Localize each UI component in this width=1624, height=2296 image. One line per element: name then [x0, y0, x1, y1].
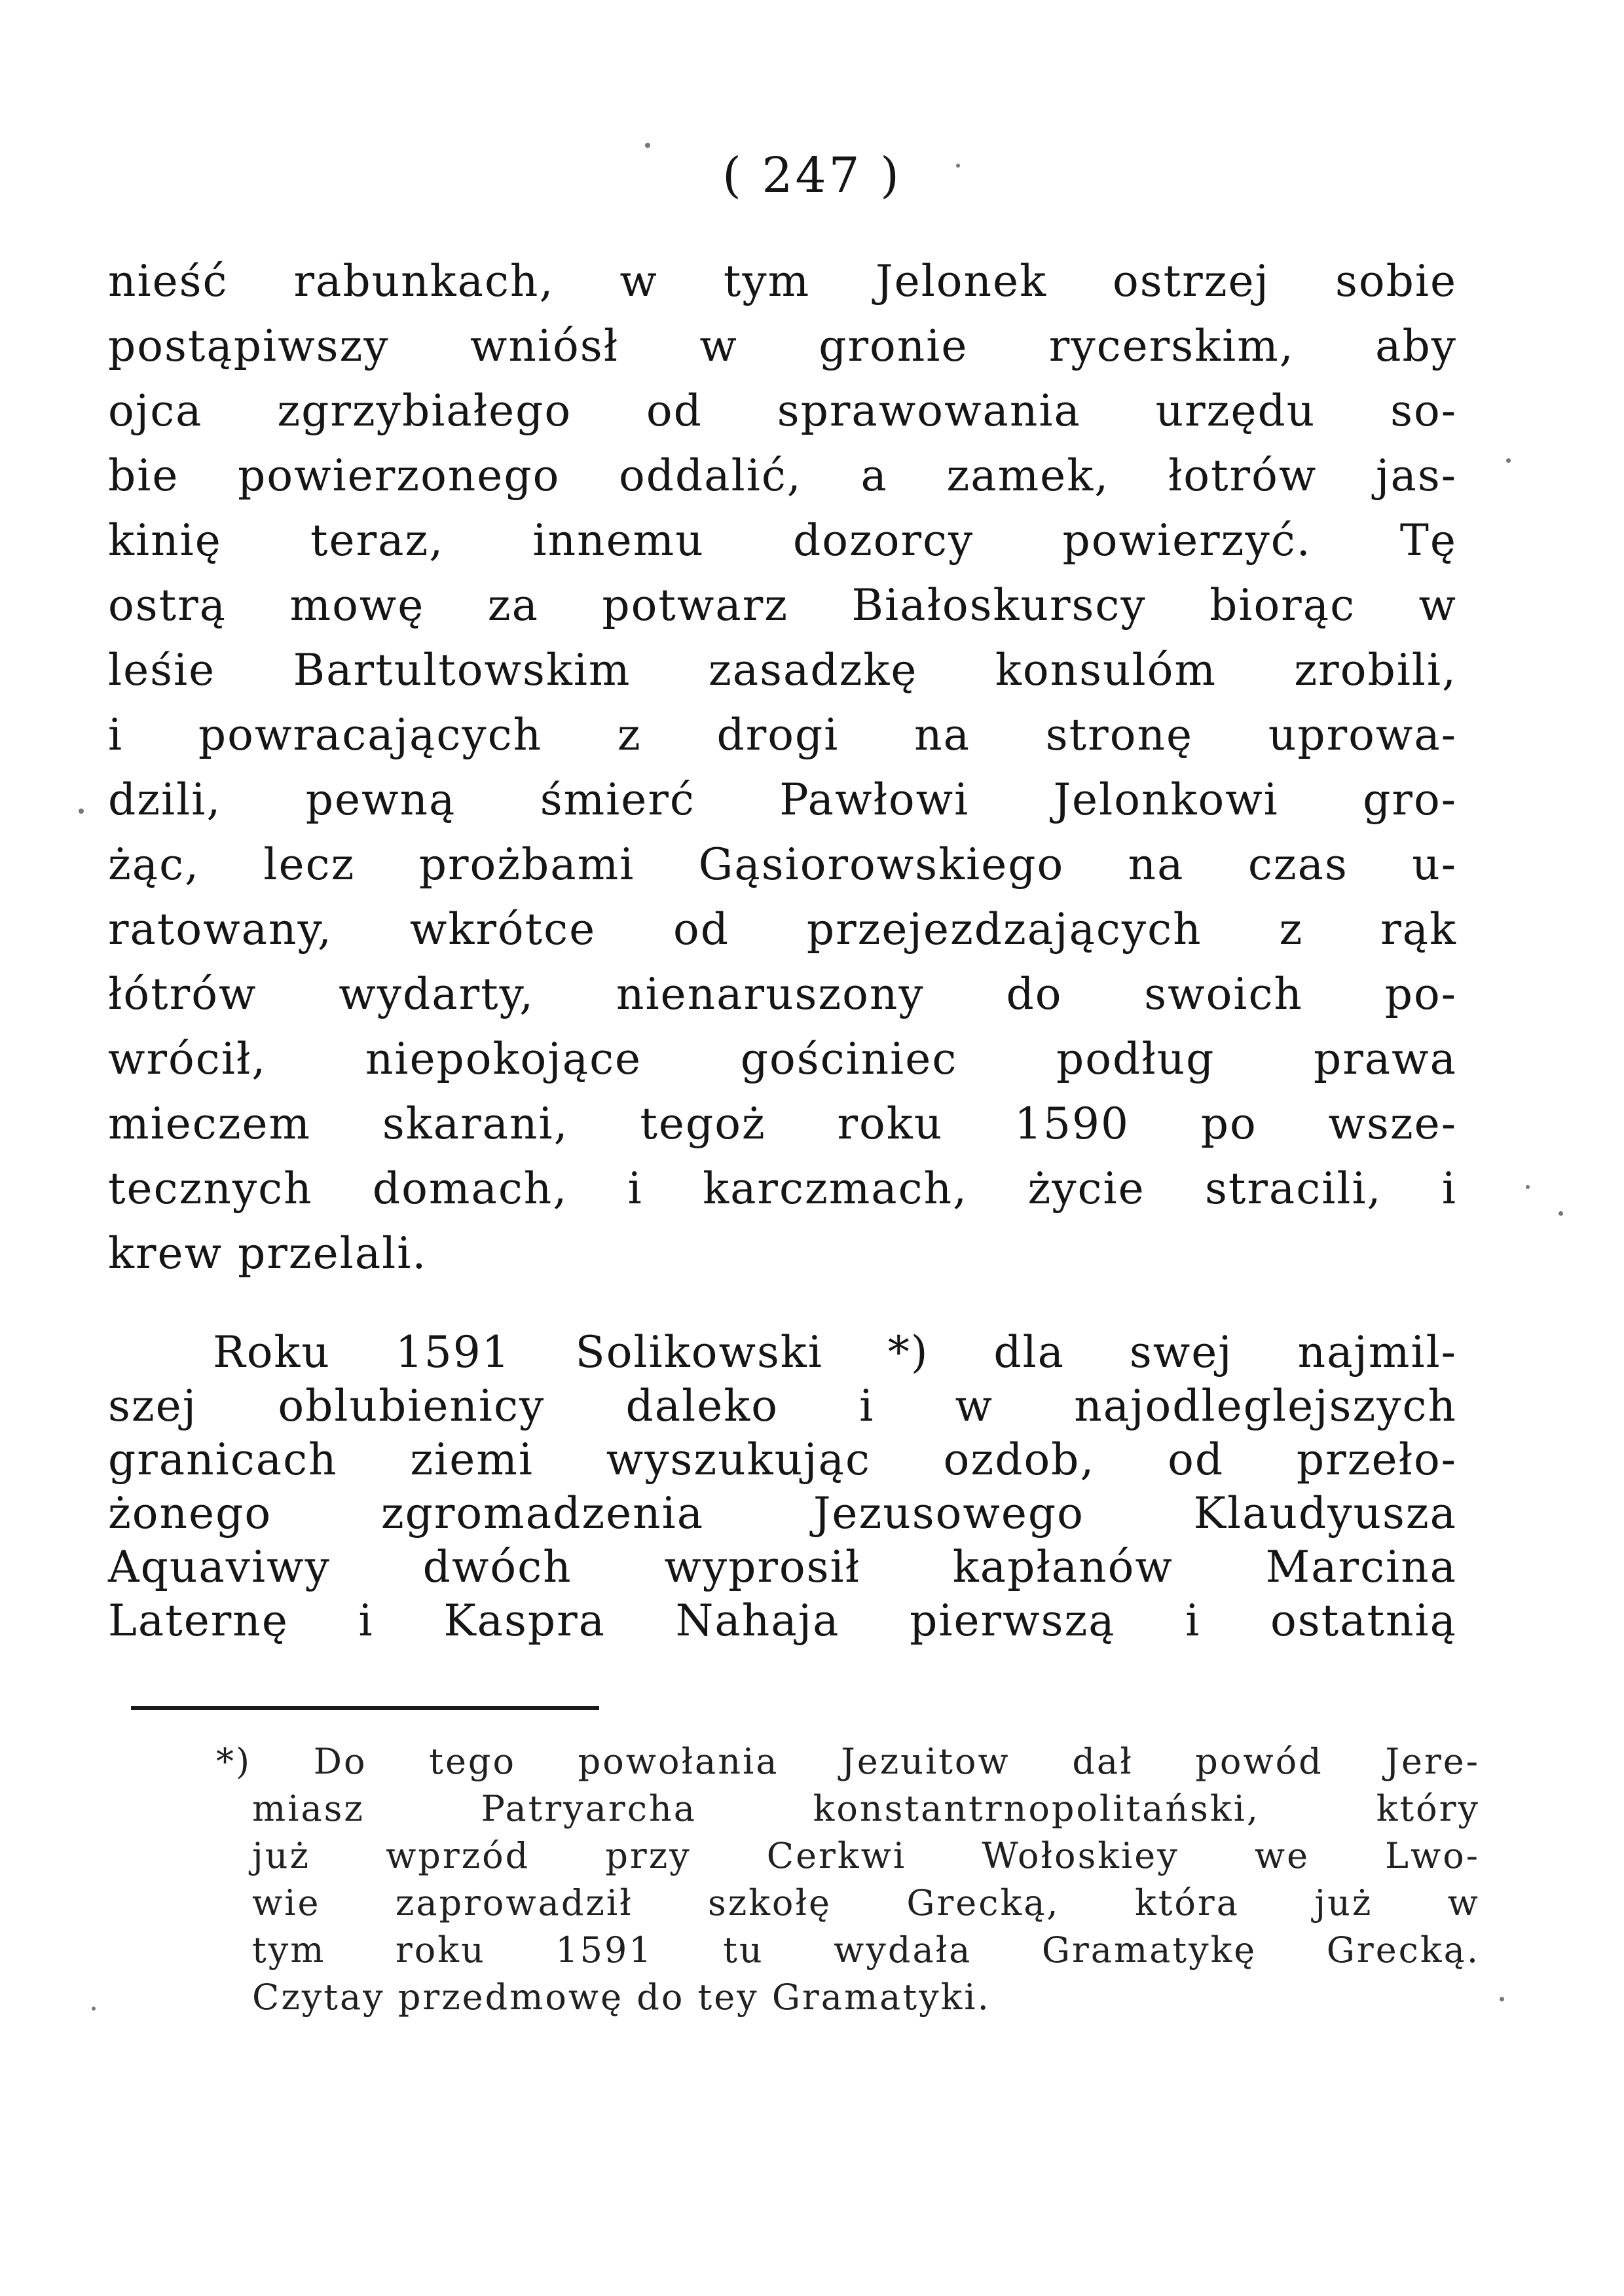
- page-number: ( 247 ): [722, 147, 902, 204]
- text-line: leśie Bartultowskim zasadzkę konsulóm zrobili,: [108, 645, 1457, 695]
- text-line: szej oblubienicy daleko i w najodleglejszych: [108, 1381, 1457, 1431]
- footnote-line: Czytay przedmowę do tey Gramatyki.: [252, 1977, 991, 2018]
- text-line: tecznych domach, i karczmach, życie stracili, i: [108, 1163, 1457, 1214]
- text-line: postąpiwszy wniósł w gronie rycerskim, aby: [108, 321, 1457, 371]
- footnote-separator: [131, 1706, 599, 1710]
- print-speck: [92, 2007, 96, 2011]
- text-line: Aquaviwy dwóch wyprosił kapłanów Marcina: [108, 1542, 1457, 1592]
- paragraph-1: [108, 249, 1457, 1286]
- print-speck: [1506, 458, 1511, 463]
- print-speck: [1500, 1997, 1504, 2001]
- footnote-line: tym roku 1591 tu wydała Gramatykę Grecką.: [252, 1929, 1480, 1971]
- text-line: dzili, pewną śmierć Pawłowi Jelonkowi gro-: [108, 774, 1457, 825]
- footnote-line: *) Do tego powołania Jezuitow dał powód Jere-: [216, 1741, 1480, 1782]
- text-line: Laternę i Kaspra Nahaja pierwszą i ostatnią: [108, 1595, 1457, 1646]
- print-speck: [1559, 1211, 1563, 1216]
- text-line: ojca zgrzybiałego od sprawowania urzędu so-: [108, 386, 1457, 436]
- print-speck: [79, 809, 84, 814]
- text-line: Roku 1591 Solikowski *) dla swej najmil-: [213, 1327, 1457, 1377]
- text-line: granicach ziemi wyszukując ozdob, od przeło-: [108, 1434, 1457, 1485]
- text-line: ostrą mowę za potwarz Białoskurscy biorąc w: [108, 580, 1457, 630]
- text-line: kinię teraz, innemu dozorcy powierzyć. Tę: [108, 515, 1457, 566]
- text-line: bie powierzonego oddalić, a zamek, łotrów jas-: [108, 450, 1457, 501]
- print-speck: [1526, 1185, 1530, 1189]
- text-line: mieczem skarani, tegoż roku 1590 po wsze-: [108, 1099, 1457, 1149]
- text-line: wrócił, niepokojące gościniec podług prawa: [108, 1034, 1457, 1084]
- text-line: ratowany, wkrótce od przejezdzających z rąk: [108, 904, 1457, 955]
- footnote-line: już wprzód przy Cerkwi Wołoskiey we Lwo-: [252, 1835, 1480, 1876]
- text-line: łótrów wydarty, nienaruszony do swoich po-: [108, 969, 1457, 1019]
- footnote: [216, 1738, 1480, 2021]
- text-line: żonego zgromadzenia Jezusowego Klaudyusza: [108, 1488, 1457, 1539]
- footnote-line: wie zaprowadził szkołę Grecką, która już w: [252, 1882, 1480, 1923]
- print-speck: [645, 143, 650, 148]
- text-line: i powracających z drogi na stronę uprowa-: [108, 710, 1457, 760]
- paragraph-2: [108, 1326, 1457, 1648]
- text-line: nieść rabunkach, w tym Jelonek ostrzej sobie: [108, 256, 1457, 306]
- footnote-line: miasz Patryarcha konstantrnopolitański, który: [252, 1788, 1480, 1829]
- print-speck: [956, 164, 960, 168]
- text-line: żąc, lecz prożbami Gąsiorowskiego na czas u-: [108, 839, 1457, 890]
- text-line: krew przelali.: [108, 1228, 428, 1279]
